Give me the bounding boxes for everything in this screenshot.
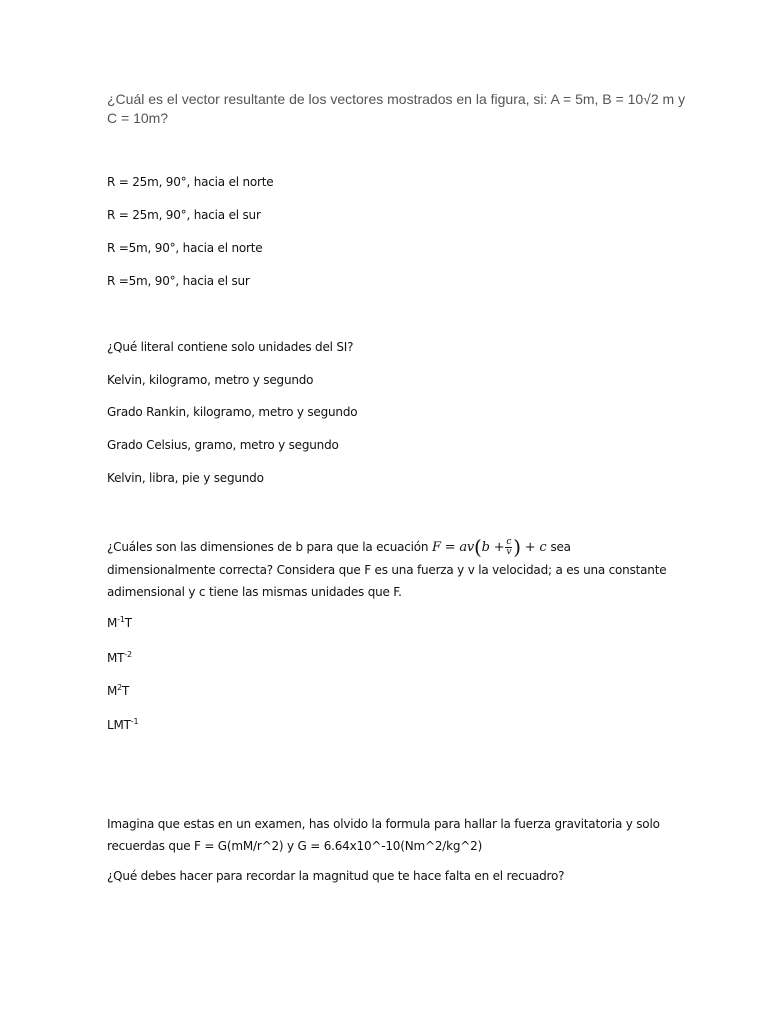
equation-fraction — [505, 538, 512, 557]
question-1-option-1: R = 25m, 90°, hacia el norte — [107, 175, 274, 189]
equation: F = av(b + $\frac{c}{v}$ ) + c — [431, 535, 547, 559]
question-3-text-after: sea dimensionalmente correcta? Considera que F es una fuerza y v la velocidad; a es una constante adimensional y c tiene las mismas unidades que F. — [107, 540, 667, 599]
question-2-option-4: Kelvin, libra, pie y segundo — [107, 471, 264, 485]
question-2-option-3: Grado Celsius, gramo, metro y segundo — [107, 438, 339, 452]
question-3-text-before: ¿Cuáles son las dimensiones de b para que la ecuación — [107, 540, 429, 554]
question-2-option-1: Kelvin, kilogramo, metro y segundo — [107, 373, 314, 387]
question-3-option-3: $M^2T$ — [107, 683, 130, 698]
question-2-text: ¿Qué literal contiene solo unidades del SI? — [107, 340, 354, 354]
equation-right: + c — [524, 540, 547, 555]
equation-numerator: c — [506, 537, 512, 547]
question-3-option-4: $LMT^{-1}$ — [107, 717, 139, 732]
question-4-question: ¿Qué debes hacer para recordar la magnitud que te hace falta en el recuadro? — [107, 869, 565, 883]
question-1-option-3: R =5m, 90°, hacia el norte — [107, 241, 263, 255]
question-1-option-4: R =5m, 90°, hacia el sur — [107, 274, 250, 288]
question-3-option-1: $M^{-1}T$ — [107, 615, 132, 630]
question-3-text — [107, 536, 667, 603]
question-3-option-2: $MT^{-2}$ — [107, 650, 132, 665]
question-2-option-2: Grado Rankin, kilogramo, metro y segundo — [107, 405, 358, 419]
equation-b: b + — [481, 540, 505, 555]
equation-left: F = av — [431, 540, 475, 555]
equation-denominator: v — [506, 547, 512, 557]
question-1-text: ¿Cuál es el vector resultante de los vectores mostrados en la figura, si: A = 5m, B = 10√2 m y C = 10m? — [107, 91, 686, 126]
question-4-text: Imagina que estas en un examen, has olvido la formula para hallar la fuerza gravitatoria y solo recuerdas que F = G(mM/r^2) y G = 6.64x10^-10(Nm^2/kg^2) — [107, 817, 660, 853]
question-1-option-2: R = 25m, 90°, hacia el sur — [107, 208, 261, 222]
